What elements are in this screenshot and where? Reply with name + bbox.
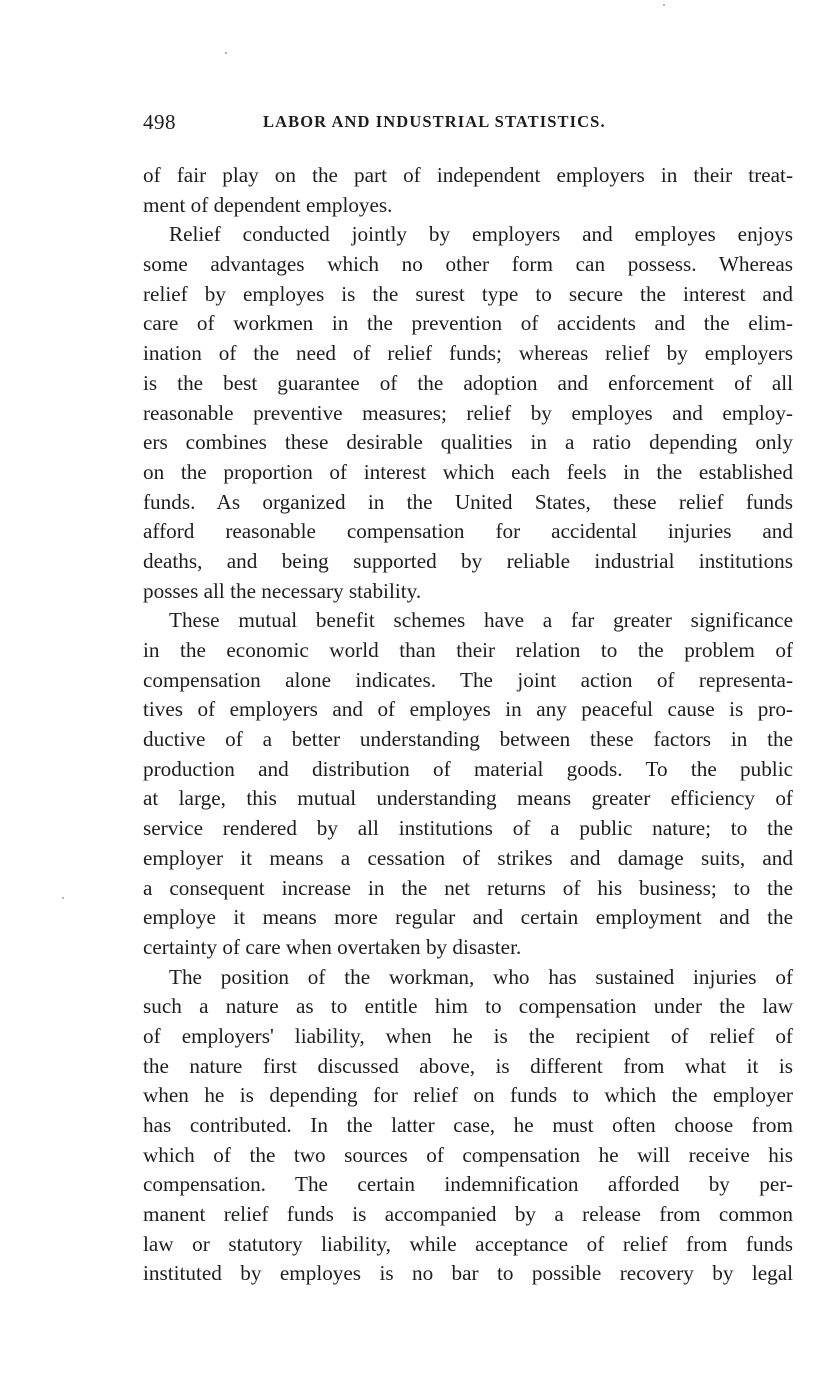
scan-speck: [62, 897, 64, 899]
text-line: afford reasonable compensation for accidental injuries and: [143, 519, 793, 544]
text-line: reasonable preventive measures; relief by employes and employ-: [143, 400, 793, 425]
text-line: such a nature as to entitle him to compensation under the law: [143, 994, 793, 1019]
text-line: care of workmen in the prevention of accidents and the elim-: [143, 311, 793, 336]
text-line: the nature first discussed above, is different from what it is: [143, 1053, 793, 1078]
text-line: some advantages which no other form can possess. Whereas: [143, 252, 793, 277]
paragraph-first-line: The position of the workman, who has sustained injuries of: [169, 964, 793, 989]
text-line: employe it means more regular and certain employment and the: [143, 905, 793, 930]
text-line: funds. As organized in the United States, these relief funds: [143, 489, 793, 514]
text-line: instituted by employes is no bar to possible recovery by legal: [143, 1261, 793, 1286]
text-line: when he is depending for relief on funds to which the employer: [143, 1083, 793, 1108]
page-header: [143, 110, 793, 140]
text-line: ination of the need of relief funds; whereas relief by employers: [143, 341, 793, 366]
text-line: on the proportion of interest which each feels in the established: [143, 459, 793, 484]
text-line: certainty of care when overtaken by disaster.: [143, 934, 522, 959]
text-line: posses all the necessary stability.: [143, 578, 422, 603]
text-line: compensation. The certain indemnification afforded by per-: [143, 1172, 793, 1197]
page-number: 498: [143, 110, 176, 134]
text-line: service rendered by all institutions of a public nature; to the: [143, 816, 793, 841]
text-line: relief by employes is the surest type to secure the interest and: [143, 281, 793, 306]
text-line: compensation alone indicates. The joint action of representa-: [143, 667, 793, 692]
body-text: [143, 161, 793, 1289]
text-line: a consequent increase in the net returns of his business; to the: [143, 875, 793, 900]
text-line: is the best guarantee of the adoption and enforcement of all: [143, 370, 793, 395]
text-line: tives of employers and of employes in any peaceful cause is pro-: [143, 697, 793, 722]
text-line: of fair play on the part of independent employers in their treat-: [143, 163, 793, 187]
text-line: ment of dependent employes.: [143, 192, 393, 217]
text-line: at large, this mutual understanding means greater efficiency of: [143, 786, 793, 811]
text-line: employer it means a cessation of strikes and damage suits, and: [143, 845, 793, 870]
text-line: which of the two sources of compensation he will receive his: [143, 1142, 793, 1167]
text-line: ductive of a better understanding between these factors in the: [143, 727, 793, 752]
paragraph-first-line: These mutual benefit schemes have a far greater significance: [169, 608, 793, 633]
text-line: in the economic world than their relation to the problem of: [143, 638, 793, 662]
text-line: law or statutory liability, while acceptance of relief from funds: [143, 1231, 793, 1256]
text-line: deaths, and being supported by reliable industrial institutions: [143, 548, 793, 573]
paragraph-first-line: Relief conducted jointly by employers and employes enjoys: [169, 222, 793, 247]
text-line: has contributed. In the latter case, he must often choose from: [143, 1113, 793, 1137]
text-line: ers combines these desirable qualities in a ratio depending only: [143, 430, 793, 455]
running-head: LABOR AND INDUSTRIAL STATISTICS.: [263, 112, 606, 131]
text-line: production and distribution of material goods. To the public: [143, 756, 793, 781]
text-line: manent relief funds is accompanied by a release from common: [143, 1202, 793, 1227]
scan-speck: [225, 52, 227, 54]
scan-speck: [663, 4, 665, 6]
text-line: of employers' liability, when he is the recipient of relief of: [143, 1023, 793, 1048]
